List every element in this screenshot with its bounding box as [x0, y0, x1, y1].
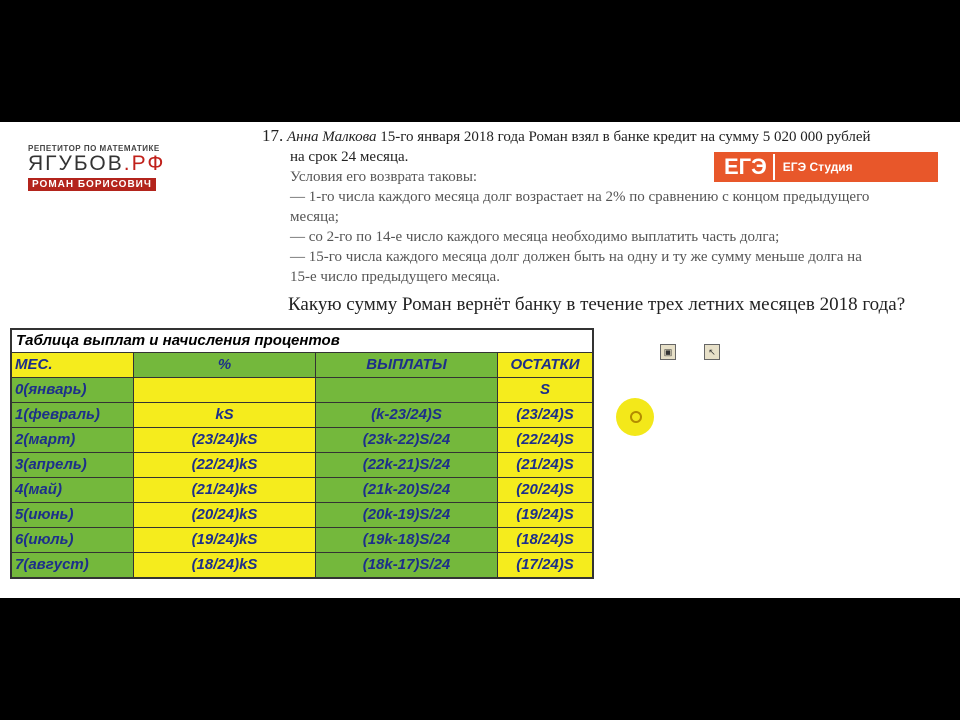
problem-line-2: на срок 24 месяца.: [290, 149, 409, 165]
table-title: Таблица выплат и начисления процентов: [12, 330, 592, 353]
problem-line-5: месяца;: [290, 209, 339, 225]
problem-line-4: — 1-го числа каждого месяца долг возрастает на 2% по сравнению с концом предыдущего: [290, 189, 870, 205]
problem-number: 17.: [262, 126, 284, 145]
table-row: [12, 453, 592, 478]
cell-remainder: (21/24)S: [498, 453, 592, 477]
cell-payment: (19k-18)S/24: [316, 528, 498, 552]
window-icon[interactable]: ▣: [660, 344, 676, 360]
content-frame: [0, 122, 960, 598]
cell-payment: (23k-22)S/24: [316, 428, 498, 452]
logo-site-suffix: .РФ: [123, 152, 166, 175]
logo: [28, 144, 170, 192]
problem-line-6: — со 2-го по 14-е число каждого месяца необходимо выплатить часть долга;: [290, 229, 780, 245]
table-row: [12, 428, 592, 453]
cell-payment: (k-23/24)S: [316, 403, 498, 427]
header-remainder: ОСТАТКИ: [498, 353, 592, 377]
cell-percent: (23/24)kS: [134, 428, 316, 452]
cell-percent: kS: [134, 403, 316, 427]
cell-month: 6(июль): [12, 528, 134, 552]
cell-payment: (20k-19)S/24: [316, 503, 498, 527]
logo-name: РОМАН БОРИСОВИЧ: [28, 178, 156, 191]
table-row: [12, 503, 592, 528]
cell-remainder: (23/24)S: [498, 403, 592, 427]
header-month: МЕС.: [12, 353, 134, 377]
problem-line-3: Условия его возврата таковы:: [290, 169, 478, 185]
badge-studio: ЕГЭ Студия: [782, 160, 853, 174]
cell-remainder: (20/24)S: [498, 478, 592, 502]
cell-remainder: (18/24)S: [498, 528, 592, 552]
cell-percent: (19/24)kS: [134, 528, 316, 552]
cell-remainder: (19/24)S: [498, 503, 592, 527]
cell-percent: [134, 378, 316, 402]
table-row: [12, 478, 592, 503]
table-row: [12, 403, 592, 428]
cell-percent: (22/24)kS: [134, 453, 316, 477]
table-header-row: [12, 353, 592, 378]
cursor-ring-icon: [630, 411, 642, 423]
problem-text: [262, 126, 952, 287]
header-percent: %: [134, 353, 316, 377]
table-row: [12, 378, 592, 403]
problem-line1: 15-го января 2018 года Роман взял в банке кредит на сумму 5 020 000 рублей: [380, 129, 871, 145]
cell-remainder: (17/24)S: [498, 553, 592, 577]
logo-site: [28, 153, 170, 174]
cell-remainder: S: [498, 378, 592, 402]
problem-line-8: 15-е число предыдущего месяца.: [290, 269, 500, 285]
table-row: [12, 528, 592, 553]
payments-table: [10, 328, 594, 579]
cursor-highlight-icon: [616, 398, 654, 436]
cell-month: 1(февраль): [12, 403, 134, 427]
header-payments: ВЫПЛАТЫ: [316, 353, 498, 377]
logo-tagline: РЕПЕТИТОР ПО МАТЕМАТИКЕ: [28, 144, 160, 153]
cell-month: 4(май): [12, 478, 134, 502]
problem-author: Анна Малкова: [287, 129, 377, 145]
cell-remainder: (22/24)S: [498, 428, 592, 452]
table-row: [12, 553, 592, 577]
badge-ege: ЕГЭ: [718, 154, 775, 180]
problem-line-7: — 15-го числа каждого месяца долг должен быть на одну и ту же сумму меньше долга на: [290, 249, 862, 265]
problem-question: Какую сумму Роман вернёт банку в течение трех летних месяцев 2018 года?: [288, 294, 906, 315]
cell-payment: (18k-17)S/24: [316, 553, 498, 577]
problem-line-1: [262, 126, 952, 147]
cell-percent: (18/24)kS: [134, 553, 316, 577]
cell-percent: (21/24)kS: [134, 478, 316, 502]
cell-month: 0(январь): [12, 378, 134, 402]
cell-month: 2(март): [12, 428, 134, 452]
cell-payment: (21k-20)S/24: [316, 478, 498, 502]
logo-site-name: ЯГУБОВ: [28, 152, 124, 175]
cell-month: 5(июнь): [12, 503, 134, 527]
cell-percent: (20/24)kS: [134, 503, 316, 527]
pointer-icon[interactable]: ↖: [704, 344, 720, 360]
cell-payment: [316, 378, 498, 402]
cell-payment: (22k-21)S/24: [316, 453, 498, 477]
cell-month: 7(август): [12, 553, 134, 577]
cell-month: 3(апрель): [12, 453, 134, 477]
